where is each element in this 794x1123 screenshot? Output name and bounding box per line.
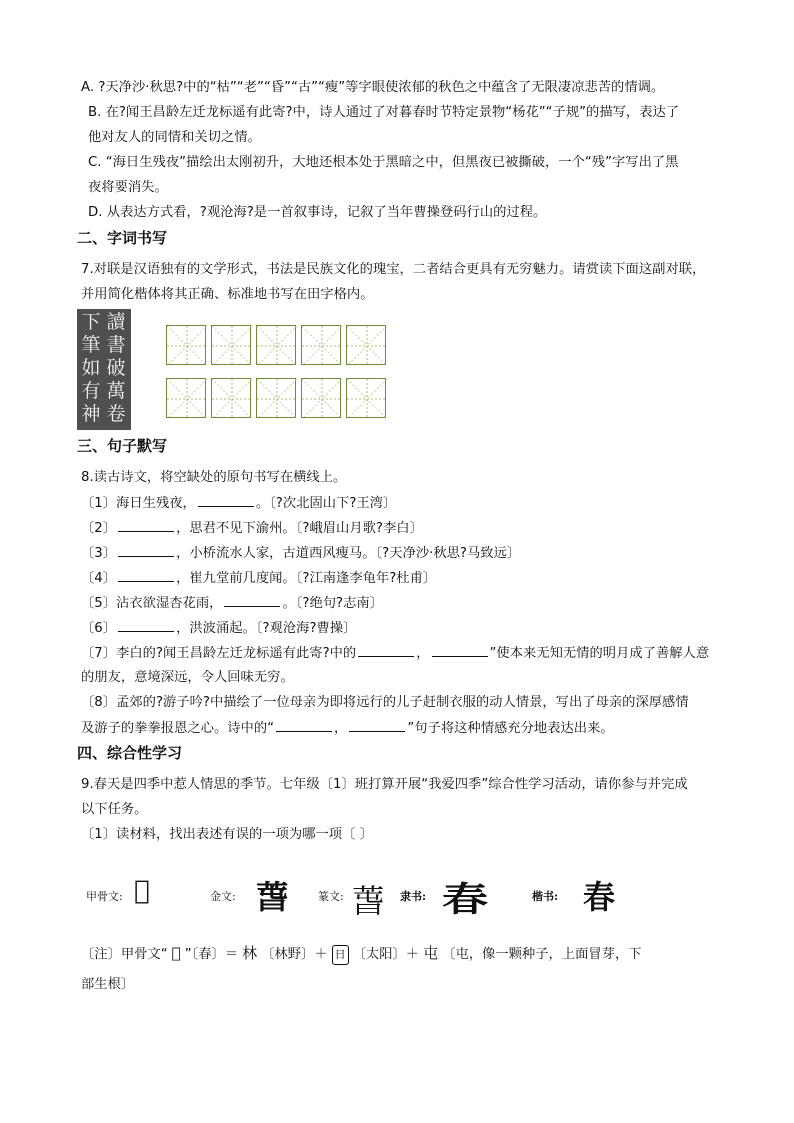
text: 〔7〕李白的?闻王昌龄左迁龙标遥有此寄?中的 bbox=[81, 646, 357, 661]
tianzige-cell[interactable] bbox=[256, 378, 296, 418]
glyph-zhuanwen: 萅 bbox=[352, 882, 385, 920]
glyph-jiagu: 𣌢 bbox=[134, 876, 150, 906]
q9-note-line2: 部生根〕 bbox=[81, 977, 135, 992]
text: 〔6〕 bbox=[81, 621, 117, 636]
glyph-lin: 林 bbox=[242, 944, 258, 962]
text: 〔1〕海日生残夜， bbox=[81, 496, 196, 511]
couplet-char: 如 bbox=[81, 357, 101, 379]
couplet-char: 萬 bbox=[106, 380, 126, 402]
text: 〔4〕 bbox=[81, 571, 117, 586]
chun-script-forms bbox=[0, 870, 794, 920]
q7-line2: 并用简化楷体将其正确、标准地书写在田字格内。 bbox=[81, 287, 374, 302]
answer-blank[interactable] bbox=[118, 569, 174, 582]
text: 〔3〕 bbox=[81, 546, 117, 561]
tianzige-guides bbox=[302, 326, 342, 366]
tianzige-row-1 bbox=[166, 325, 386, 365]
q8-item-1 bbox=[81, 494, 396, 513]
text: 。〔?绝句?志南〕 bbox=[282, 596, 383, 611]
text: ”使本来无知无情的明月成了善解人意 bbox=[489, 646, 710, 661]
tianzige-guides bbox=[257, 326, 297, 366]
tianzige-cell[interactable] bbox=[346, 325, 386, 365]
answer-blank[interactable] bbox=[198, 494, 254, 507]
couplet-char: 卷 bbox=[106, 403, 126, 425]
tianzige-cell[interactable] bbox=[301, 325, 341, 365]
tianzige-row-2 bbox=[166, 378, 386, 418]
tianzige-guides bbox=[167, 379, 207, 419]
label-lishu: 隶书: bbox=[400, 890, 427, 903]
q9-line1: 9.春天是四季中惹人情思的季节。七年级〔1〕班打算开展“我爱四季”综合性学习活动，请你参与并完成 bbox=[81, 777, 688, 792]
text: ，思君不见下渝州。〔?峨眉山月歌?李白〕 bbox=[176, 521, 423, 536]
text: 〔5〕沾衣欲湿杏花雨， bbox=[81, 596, 223, 611]
glyph-tun: 屯 bbox=[423, 944, 439, 962]
option-c-line2: 夜将要消失。 bbox=[88, 180, 168, 195]
glyph-kaishu: 春 bbox=[583, 878, 616, 916]
answer-blank[interactable] bbox=[276, 719, 332, 732]
q8-item-8: 〔8〕孟郊的?游子吟?中描绘了一位母亲为即将远行的儿子赶制衣服的动人情景，写出了母亲的深厚感情 bbox=[81, 695, 689, 710]
option-b-line1: B. 在?闻王昌龄左迁龙标遥有此寄?中，诗人通过了对暮春时节特定景物“杨花”“子规”的描写，表达了 bbox=[88, 105, 680, 120]
answer-blank[interactable] bbox=[224, 594, 280, 607]
tianzige-cell[interactable] bbox=[346, 378, 386, 418]
q8-item-6 bbox=[81, 619, 356, 638]
text: ， bbox=[416, 646, 430, 661]
text: 〔2〕 bbox=[81, 521, 117, 536]
text: 〔注〕甲骨文“ bbox=[81, 947, 168, 962]
text: 及游子的拳拳报恩之心。诗中的“ bbox=[81, 721, 275, 736]
glyph-lishu: 春 bbox=[442, 880, 488, 920]
tianzige-cell[interactable] bbox=[301, 378, 341, 418]
couplet-char: 有 bbox=[81, 380, 101, 402]
answer-blank[interactable] bbox=[118, 619, 174, 632]
tianzige-guides bbox=[212, 379, 252, 419]
text: ，崔九堂前几度闻。〔?江南逢李龟年?杜甫〕 bbox=[176, 571, 437, 586]
section-heading-2: 二、字词书写 bbox=[77, 229, 168, 247]
tianzige-cell[interactable] bbox=[166, 325, 206, 365]
option-a: A. ?天净沙·秋思?中的“枯”“老”“昏”“古”“瘦”等字眼使浓郁的秋色之中蕴含了无限凄凉悲苦的情调。 bbox=[81, 80, 665, 95]
q8-item-3 bbox=[81, 544, 520, 563]
text: ， bbox=[334, 721, 348, 736]
tianzige-guides bbox=[347, 326, 387, 366]
couplet-left-column bbox=[80, 311, 102, 426]
option-b-line2: 他对友人的同情和关切之情。 bbox=[88, 130, 261, 145]
label-jinwen: 金文: bbox=[210, 890, 236, 903]
q8-item-5 bbox=[81, 594, 383, 613]
q8-item-7 bbox=[81, 644, 709, 663]
q9-sub1: 〔1〕读材料，找出表述有误的一项为哪一项〔 〕 bbox=[81, 827, 373, 842]
text: ”〔春〕＝ bbox=[184, 947, 239, 962]
tianzige-guides bbox=[167, 326, 207, 366]
tianzige-cell[interactable] bbox=[256, 325, 296, 365]
text: 〔林野〕＋ bbox=[261, 947, 328, 962]
couplet-char: 筆 bbox=[81, 334, 101, 356]
answer-blank[interactable] bbox=[358, 644, 414, 657]
option-d: D. 从表达方式看，?观沧海?是一首叙事诗，记叙了当年曹操登码行山的过程。 bbox=[88, 205, 547, 220]
couplet-right-column bbox=[105, 311, 127, 426]
tianzige-cell[interactable] bbox=[211, 325, 251, 365]
label-kaishu: 楷书: bbox=[532, 890, 559, 903]
tianzige-guides bbox=[302, 379, 342, 419]
text: ，小桥流水人家，古道西风瘦马。〔?天净沙·秋思?马致远〕 bbox=[176, 546, 521, 561]
q9-line2: 以下任务。 bbox=[81, 802, 148, 817]
tianzige-guides bbox=[257, 379, 297, 419]
q7-line1: 7.对联是汉语独有的文学形式，书法是民族文化的瑰宝，二者结合更具有无穷魅力。请赏读下面这副对联， bbox=[81, 262, 706, 277]
q8-item-7-cont: 的朋友，意境深远，令人回味无穷。 bbox=[81, 670, 294, 685]
option-c-line1: C. “海日生残夜”描绘出太刚初升，大地还根本处于黑暗之中，但黑夜已被撕破，一个“残”字写出了黑 bbox=[88, 155, 679, 170]
text: 。〔?次北固山下?王湾〕 bbox=[255, 496, 397, 511]
couplet-char: 神 bbox=[81, 403, 101, 425]
section-heading-4: 四、综合性学习 bbox=[77, 744, 183, 762]
couplet-char: 書 bbox=[106, 334, 126, 356]
text: 〔太阳〕＋ bbox=[352, 947, 420, 962]
couplet-calligraphy-image bbox=[77, 309, 131, 430]
tianzige-guides bbox=[212, 326, 252, 366]
q8-item-2 bbox=[81, 519, 423, 538]
q8-item-8-cont bbox=[81, 719, 614, 738]
glyph-jinwen: 萅 bbox=[256, 878, 289, 916]
label-zhuanwen: 篆文: bbox=[318, 890, 344, 903]
tianzige-cell[interactable] bbox=[211, 378, 251, 418]
couplet-char: 下 bbox=[81, 311, 101, 333]
text: ”句子将这种情感充分地表达出来。 bbox=[407, 721, 614, 736]
q8-item-4 bbox=[81, 569, 436, 588]
couplet-char: 讀 bbox=[106, 311, 126, 333]
q9-note-line1 bbox=[81, 944, 642, 965]
couplet-char: 破 bbox=[106, 357, 126, 379]
q8-intro: 8.读古诗文，将空缺处的原句书写在横线上。 bbox=[81, 470, 347, 485]
glyph-ri: 日 bbox=[332, 945, 349, 965]
answer-blank[interactable] bbox=[118, 519, 174, 532]
text: 〔屯，像一颗种子，上面冒芽，下 bbox=[442, 947, 642, 962]
tianzige-cell[interactable] bbox=[166, 378, 206, 418]
glyph-chun: 𣌢 bbox=[171, 944, 181, 962]
answer-blank[interactable] bbox=[349, 719, 405, 732]
tianzige-guides bbox=[347, 379, 387, 419]
text: ，洪波涌起。〔?观沧海?曹操〕 bbox=[176, 621, 357, 636]
section-heading-3: 三、句子默写 bbox=[77, 437, 168, 455]
answer-blank[interactable] bbox=[118, 544, 174, 557]
answer-blank[interactable] bbox=[432, 644, 488, 657]
label-jiagu: 甲骨文: bbox=[86, 890, 123, 903]
